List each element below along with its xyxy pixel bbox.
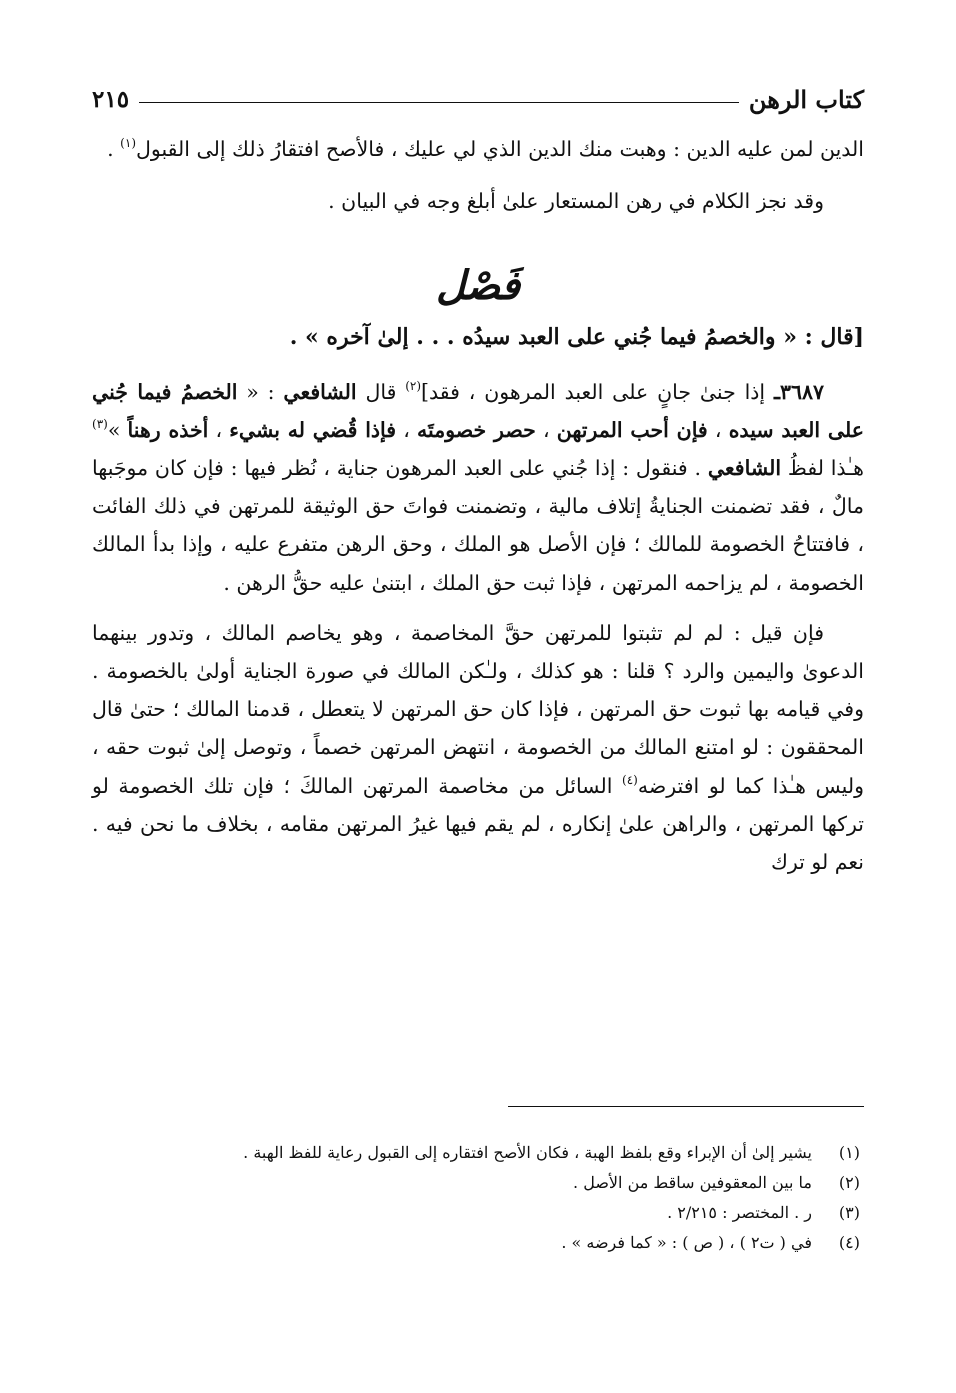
- footnote-ref-1: (١): [120, 136, 136, 150]
- footnotes: [92, 1138, 860, 1258]
- footnote-item: (٤) في ( ت٢ ) ، ( ص ) : « كما فرضه » .: [561, 1233, 860, 1252]
- paragraph-1: الدين لمن عليه الدين : وهبت منك الدين الذي لي عليك ، فالأصح افتقارُ ذلك إلى القبول$^{(١)}$ .: [107, 136, 864, 161]
- fasl-ornament-text: فَصْل: [435, 262, 521, 310]
- main-text: [92, 130, 864, 881]
- footnote-ref-4: (٤): [622, 772, 638, 787]
- paragraph-number: ٣٦٨٧: [779, 379, 824, 404]
- footnote-item: (٢) ما بين المعقوفين ساقط من الأصل .: [573, 1173, 860, 1192]
- footnote-ref-2: (٢): [405, 378, 422, 393]
- footnote-item: (١) يشير إلىٰ أن الإبراء وقع بلفظ الهبة ، فكان الأصح افتقاره إلى القبول رعاية للفظ الهبة .: [243, 1143, 860, 1162]
- paragraph-3687: ٣٦٨٧ـ إذا جنىٰ جانٍ على العبد المرهون ، فقد]$^{(٢)}$ قال الشافعي : « الخصمُ فيما جُني على العبد سيده ، فإن أحب المرتهن ، حصر خصومتَه ، فإذا قُضي له بشيء ، أخذه رهناً »$^{(٣)}$ هـٰذا لفظُ الشافعي . فنقول : إذا جُني على العبد المرهون جناية ، نُظر فيها : فإن كان موجَبها مالٌ ، فقد تضمنت الجنايةُ إتلاف مالية ، وتضمنت فواتَ حق الوثيقة للمرتهن في ذلك الفائت ، فافتتاحُ الخصومة للمالك ؛ فإن الأصل هو الملك ، وحق الرهن متفرع عليه ، وإذا بدأ المالك الخصومة ، لم يزاحمه المرتهن ، فإذا ثبت حق الملك ، ابتنىٰ عليه حقُّ الرهن .: [92, 378, 864, 595]
- paragraph-2: وقد نجز الكلام في رهن المستعار علىٰ أبلغ وجه في البيان .: [328, 189, 824, 214]
- footnote-separator: [508, 1106, 864, 1107]
- paragraph-objection: فإن قيل : لم لم تثبتوا للمرتهن حقَّ المخاصمة ، وهو يخاصم المالك ، وتدور بينهما الدعوىٰ واليمين والرد ؟ قلنا : هو كذلك ، ولـٰكن المالك في صورة الجناية أولىٰ بالخصومة . وفي قيامه بها ثبوت حق المرتهن ، فإذا كان حق المرتهن لا يتعطل ، قدمنا المالك ؛ حتىٰ قال المحققون : لو امتنع المالك من الخصومة ، انتهض المرتهن خصماً ، وتوصل إلىٰ ثبوت حقه ، وليس هـٰذا كما لو افترضه$^{(٤)}$ السائل من مخاصمة المرتهن المالكَ ؛ فإن تلك الخصومة لو تركها المرتهن ، والراهن علىٰ إنكاره ، لم يقم فيها غيرُ المرتهن مقامه ، بخلاف ما نحن فيه . نعم لو ترك: [92, 620, 865, 875]
- footnote-item: (٣) ر . المختصر : ٢/٢١٥ .: [667, 1203, 860, 1222]
- qala-line: [قال : « والخصمُ فيما جُني على العبد سيدُه . . . إلىٰ آخره » .: [289, 324, 864, 351]
- chapter-title: كتاب الرهن: [748, 84, 864, 114]
- fasl-heading: [92, 260, 864, 312]
- footnote-ref-3: (٣): [92, 416, 108, 431]
- page-number: ٢١٥: [92, 85, 130, 113]
- header-rule: [139, 102, 739, 103]
- running-header: [92, 82, 864, 116]
